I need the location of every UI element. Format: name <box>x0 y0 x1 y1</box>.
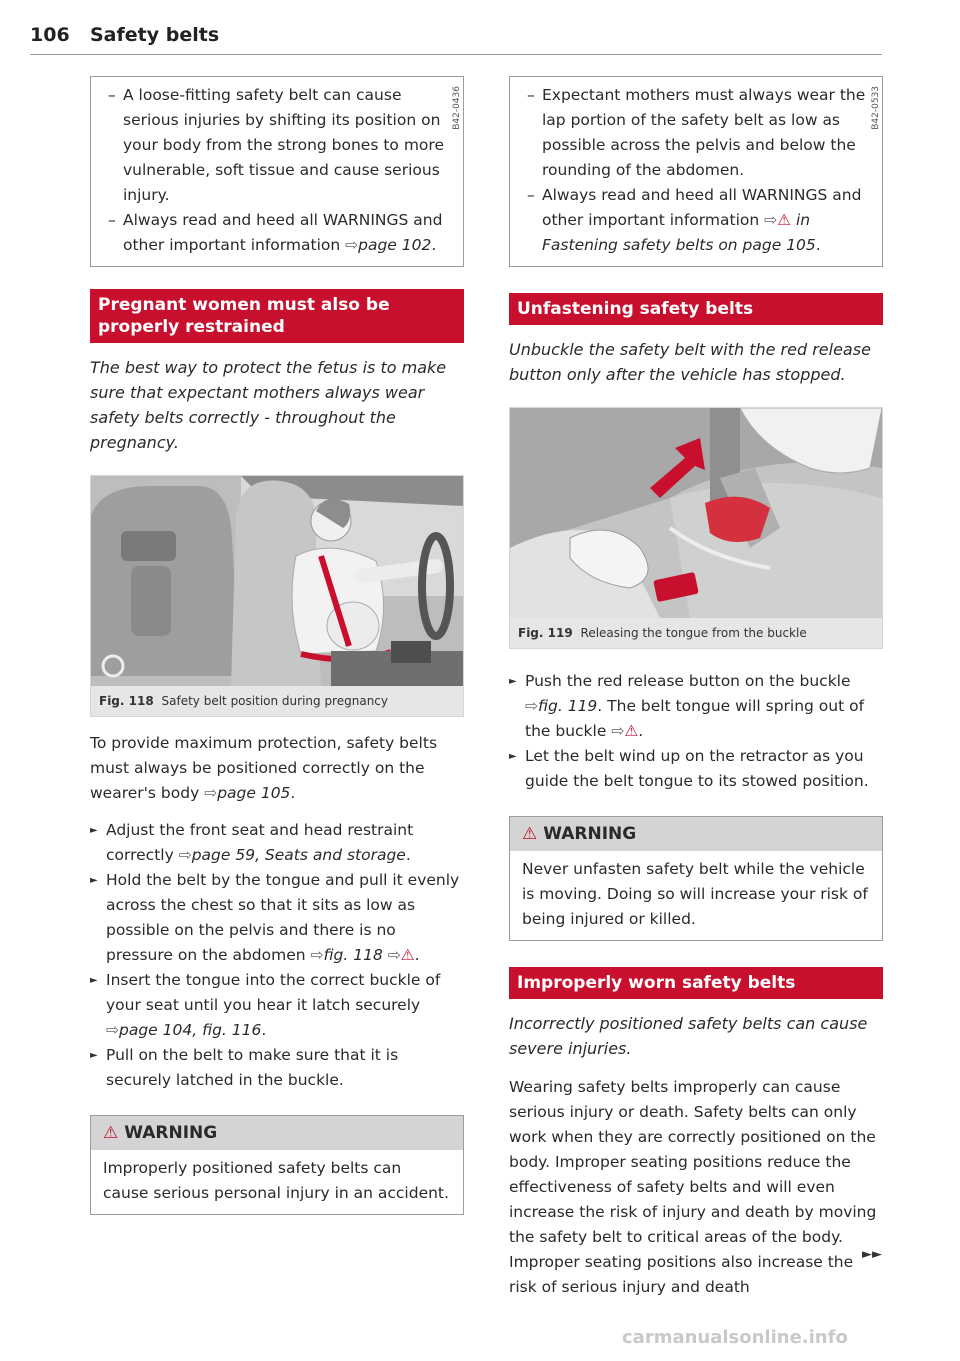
arrow-right-icon: ⇨ <box>611 722 625 740</box>
instruction-list <box>90 818 464 1093</box>
warning-icon[interactable]: ⚠ <box>624 722 639 740</box>
warning-icon[interactable]: ⚠ <box>777 211 792 229</box>
punctuation: . <box>261 1021 267 1039</box>
buckle-release-illustration <box>510 408 882 618</box>
figure-reference-link[interactable]: fig. 119 <box>538 697 598 715</box>
page-number: 106 <box>30 24 70 46</box>
section-intro: The best way to protect the fetus is to make sure that expectant mothers always wear safety belts correctly - throughout the pregnancy. <box>90 358 447 452</box>
list-item-text: Adjust the front seat and head restraint correctly <box>106 821 414 864</box>
figure-label: Fig. 119 <box>518 626 573 640</box>
warning-icon[interactable]: ⚠ <box>400 946 415 964</box>
note-text: Always read and heed all WARNINGS and other important information <box>123 211 443 254</box>
note-item <box>522 183 870 258</box>
body-paragraph: Wearing safety belts improperly can cause serious injury or death. Safety belts can only work when they are correctly positioned on the body. Improper seating positions reduce the effectiveness of safety belts and will even increase the risk of injury and death by moving the safety belt to critical areas of the body. Improper seating positions also increase the risk of serious injury and death <box>509 1078 877 1296</box>
paragraph-text: To provide maximum protection, safety belts must always be positioned correctly on the wearer's body <box>90 734 438 802</box>
note-text: Always read and heed all WARNINGS and other important information <box>542 186 862 229</box>
figure-code: B42-0533 <box>871 86 881 130</box>
note-item <box>103 208 451 258</box>
warning-box <box>509 816 883 941</box>
figure-caption-text: Releasing the tongue from the buckle <box>580 626 807 640</box>
warning-header <box>510 817 882 851</box>
section-heading-improperly-worn: Improperly worn safety belts <box>509 967 883 999</box>
arrow-right-icon: ⇨ <box>178 846 192 864</box>
note-item: – A loose-fitting safety belt can cause serious injuries by shifting its position on your body from the strong bones to more vulnerable, soft tissue and cause serious injury. <box>103 83 451 208</box>
arrow-right-icon: ⇨ <box>345 236 359 254</box>
section-intro: Incorrectly positioned safety belts can cause severe injuries. <box>509 1014 868 1058</box>
figure-caption <box>510 618 882 648</box>
body-paragraph <box>90 731 464 806</box>
punctuation: . <box>290 784 296 802</box>
list-item: ► Pull on the belt to make sure that it is securely latched in the buckle. <box>90 1043 464 1093</box>
punctuation: . <box>815 236 821 254</box>
figure-code: B42-0436 <box>452 86 462 130</box>
page-reference-link[interactable]: in Fastening safety belts on page 105 <box>542 211 816 254</box>
left-note-box <box>90 76 464 267</box>
right-note-box <box>509 76 883 267</box>
left-column <box>90 76 464 1215</box>
section-heading-unfastening: Unfastening safety belts <box>509 293 883 325</box>
arrow-right-icon: ⇨ <box>764 211 778 229</box>
page-reference-link[interactable]: page 102 <box>358 236 432 254</box>
page-reference-link[interactable]: page 104, fig. 116 <box>119 1021 262 1039</box>
page-reference-link[interactable]: page 105 <box>217 784 291 802</box>
warning-body: Never unfasten safety belt while the vehicle is moving. Doing so will increase your risk of being injured or killed. <box>522 860 868 928</box>
list-item-text: Insert the tongue into the correct buckle of your seat until you hear it latch securely <box>106 971 441 1014</box>
arrow-right-icon: ⇨ <box>106 1021 119 1039</box>
arrow-right-icon: ⇨ <box>204 784 218 802</box>
list-item-text: . The belt tongue will spring out of the buckle <box>525 697 865 740</box>
pregnancy-belt-illustration <box>91 476 463 686</box>
warning-box <box>90 1115 464 1215</box>
arrow-right-icon: ⇨ <box>525 697 538 715</box>
section-intro: Unbuckle the safety belt with the red release button only after the vehicle has stopped. <box>509 340 871 384</box>
list-item <box>509 669 883 744</box>
page-reference-link[interactable]: page 59, Seats and storage <box>191 846 406 864</box>
figure-caption <box>91 686 463 716</box>
section-title: Safety belts <box>90 24 220 46</box>
figure-reference-link[interactable]: fig. 118 <box>323 946 383 964</box>
continue-arrow-icon: ►► <box>862 1247 882 1262</box>
page-header <box>30 24 882 55</box>
right-column <box>509 76 883 1300</box>
list-item: ► Let the belt wind up on the retractor as you guide the belt tongue to its stowed position. <box>509 744 883 794</box>
punctuation: . <box>405 846 411 864</box>
footer-watermark: carmanualsonline.info <box>622 1327 848 1348</box>
warning-title: WARNING <box>543 824 637 844</box>
punctuation: . <box>431 236 437 254</box>
list-item <box>90 818 464 868</box>
instruction-list <box>509 669 883 794</box>
warning-triangle-icon: ⚠ <box>522 824 538 844</box>
warning-title: WARNING <box>124 1123 218 1143</box>
section-heading-pregnant: Pregnant women must also be properly restrained <box>90 289 464 343</box>
arrow-right-icon: ⇨ <box>310 946 324 964</box>
figure-label: Fig. 118 <box>99 694 154 708</box>
arrow-right-icon: ⇨ <box>387 946 401 964</box>
warning-body: Improperly positioned safety belts can cause serious personal injury in an accident. <box>103 1159 449 1202</box>
punctuation: . <box>414 946 420 964</box>
list-item-text: Hold the belt by the tongue and pull it evenly across the chest so that it sits as low as possible on the pelvis and there is no pressure on the abdomen <box>106 871 460 964</box>
warning-triangle-icon: ⚠ <box>103 1123 119 1143</box>
list-item-text: Push the red release button on the buckle <box>525 672 851 690</box>
figure-caption-text: Safety belt position during pregnancy <box>161 694 388 708</box>
punctuation: . <box>638 722 644 740</box>
warning-header <box>91 1116 463 1150</box>
note-item: – Expectant mothers must always wear the lap portion of the safety belt as low as possible across the pelvis and below the rounding of the abdomen. <box>522 83 870 183</box>
list-item <box>90 868 464 968</box>
list-item <box>90 968 464 1043</box>
